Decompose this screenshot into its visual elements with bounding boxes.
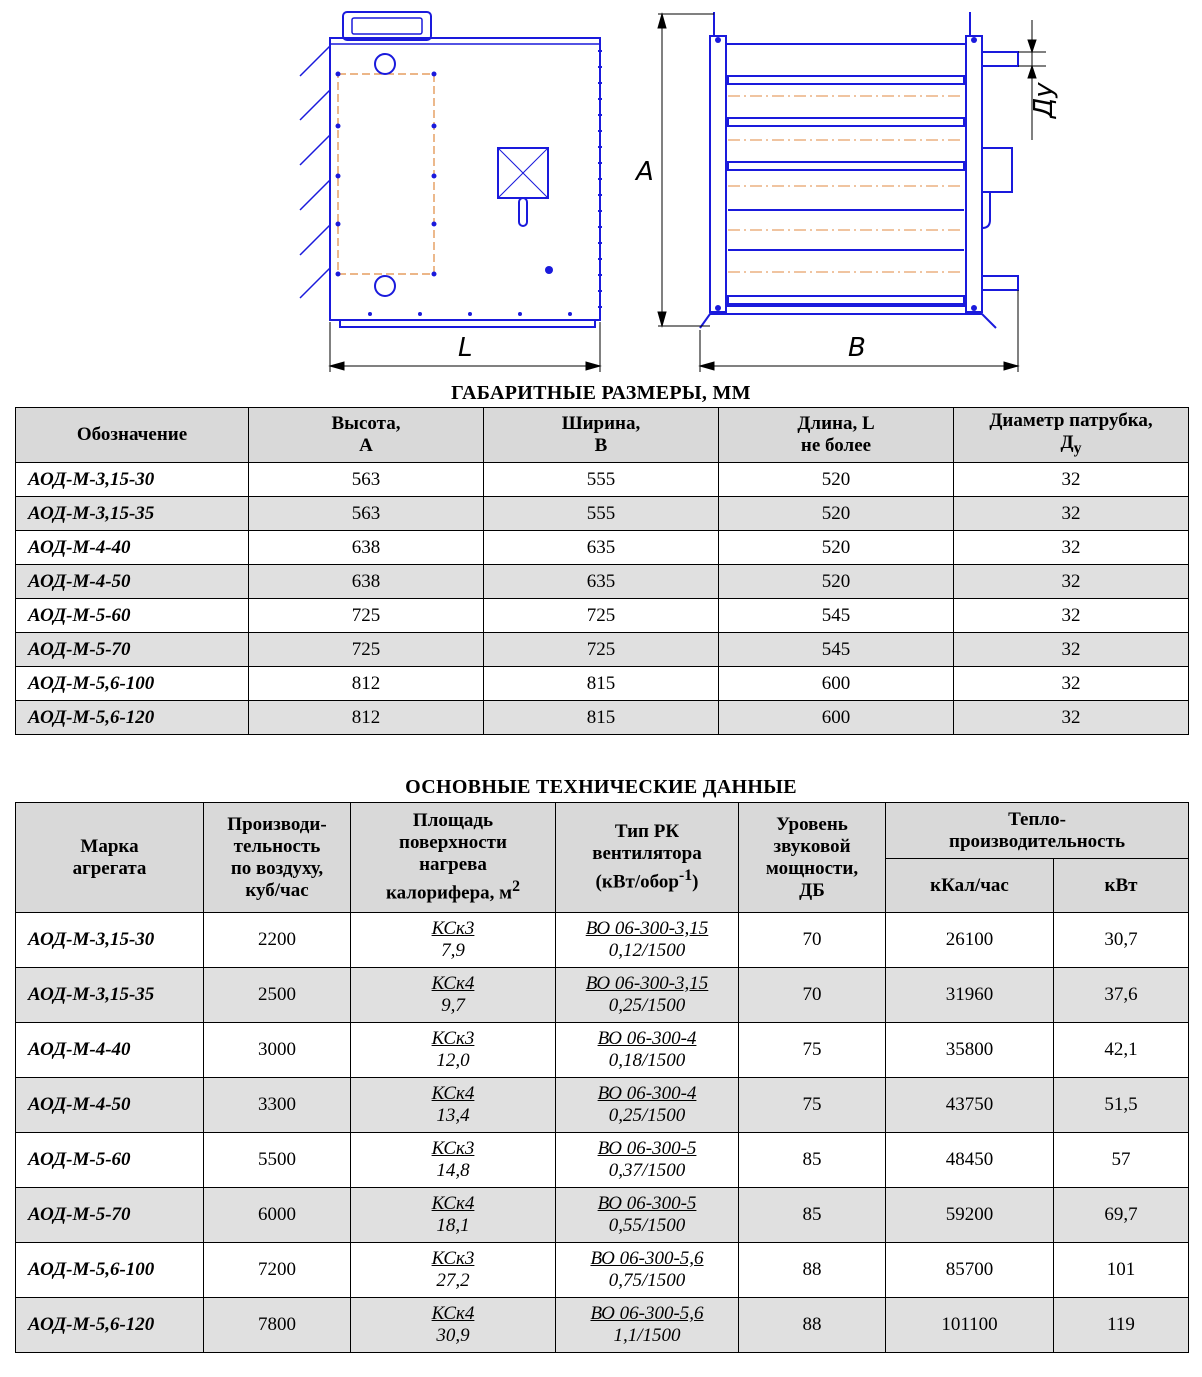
cell-noise: 88 xyxy=(739,1298,886,1353)
cell-air: 7800 xyxy=(204,1298,351,1353)
cell-height: 563 xyxy=(249,497,484,531)
header-heat: Тепло- производительность xyxy=(886,803,1189,859)
cell-fan-top: ВО 06-300-4 xyxy=(597,1083,697,1104)
cell-fan-top: ВО 06-300-5,6 xyxy=(590,1303,704,1324)
cell-fan-bottom: 0,37/1500 xyxy=(608,1160,686,1181)
cell-kw: 30,7 xyxy=(1054,913,1189,968)
wall-hatch xyxy=(300,40,330,320)
cell-width: 555 xyxy=(484,497,719,531)
cell-kw: 101 xyxy=(1054,1243,1189,1298)
cell-diameter: 32 xyxy=(954,565,1189,599)
cell-fan xyxy=(556,1243,739,1298)
cell-model: АОД-М-5,6-120 xyxy=(16,1298,204,1353)
dimensions-table xyxy=(15,407,1189,735)
cell-model: АОД-М-3,15-30 xyxy=(16,913,204,968)
cell-model: АОД-М-5,6-100 xyxy=(16,1243,204,1298)
cell-kcal: 31960 xyxy=(886,968,1054,1023)
cell-fan-top: ВО 06-300-3,15 xyxy=(585,973,709,994)
cell-kw: 51,5 xyxy=(1054,1078,1189,1133)
cell-noise: 85 xyxy=(739,1133,886,1188)
table-row xyxy=(16,701,1189,735)
cell-area-top: КСк3 xyxy=(431,1138,475,1159)
cell-model: АОД-М-4-50 xyxy=(16,1078,204,1133)
cell-area-bottom: 18,1 xyxy=(436,1215,470,1236)
cell-area xyxy=(351,1133,556,1188)
cell-kcal: 43750 xyxy=(886,1078,1054,1133)
cell-designation: АОД-М-3,15-30 xyxy=(16,463,249,497)
table-row xyxy=(16,463,1189,497)
cell-fan-top: ВО 06-300-5 xyxy=(597,1138,697,1159)
specs-table xyxy=(15,802,1189,1353)
cell-area-top: КСк4 xyxy=(431,1303,475,1324)
cell-width: 815 xyxy=(484,701,719,735)
table-row xyxy=(16,599,1189,633)
cell-kcal: 59200 xyxy=(886,1188,1054,1243)
table-row xyxy=(16,1023,1189,1078)
cell-fan-top: ВО 06-300-5,6 xyxy=(590,1248,704,1269)
cell-area-top: КСк4 xyxy=(431,1083,475,1104)
cell-width: 725 xyxy=(484,599,719,633)
cell-width: 635 xyxy=(484,565,719,599)
cell-model: АОД-М-4-40 xyxy=(16,1023,204,1078)
cell-area-bottom: 14,8 xyxy=(436,1160,470,1181)
cell-kw: 57 xyxy=(1054,1133,1189,1188)
cell-noise: 88 xyxy=(739,1243,886,1298)
cell-noise: 85 xyxy=(739,1188,886,1243)
cell-length: 520 xyxy=(719,531,954,565)
header-fan: Тип РК вентилятора (кВт/обор$^{-1}$) xyxy=(556,803,739,913)
cell-fan-top: ВО 06-300-5 xyxy=(597,1193,697,1214)
specs-title: ОСНОВНЫЕ ТЕХНИЧЕСКИЕ ДАННЫЕ xyxy=(405,776,797,798)
cell-designation: АОД-М-5-60 xyxy=(16,599,249,633)
cell-height: 725 xyxy=(249,599,484,633)
cell-area-top: КСк3 xyxy=(431,1248,475,1269)
table-row xyxy=(16,667,1189,701)
cell-area-bottom: 12,0 xyxy=(436,1050,470,1071)
cell-designation: АОД-М-3,15-35 xyxy=(16,497,249,531)
header-model: Марка агрегата xyxy=(16,803,204,913)
cell-width: 555 xyxy=(484,463,719,497)
cell-area xyxy=(351,1243,556,1298)
cell-area xyxy=(351,913,556,968)
cell-length: 520 xyxy=(719,463,954,497)
header-air: Производи- тельность по воздуху, куб/час xyxy=(204,803,351,913)
table-row xyxy=(16,1243,1189,1298)
cell-kcal: 101100 xyxy=(886,1298,1054,1353)
cell-diameter: 32 xyxy=(954,633,1189,667)
header-noise: Уровень звуковой мощности, ДБ xyxy=(739,803,886,913)
cell-fan-bottom: 0,25/1500 xyxy=(608,995,686,1016)
cell-diameter: 32 xyxy=(954,497,1189,531)
table-row xyxy=(16,565,1189,599)
front-view xyxy=(330,12,600,327)
table-row xyxy=(16,1078,1189,1133)
cell-designation: АОД-М-5,6-100 xyxy=(16,667,249,701)
dimension-B-label: B xyxy=(848,333,866,363)
table-row xyxy=(16,1133,1189,1188)
table-row xyxy=(16,531,1189,565)
cell-diameter: 32 xyxy=(954,463,1189,497)
side-view-centerlines xyxy=(728,96,964,272)
cell-area-bottom: 7,9 xyxy=(441,940,465,961)
table-row xyxy=(16,497,1189,531)
side-view xyxy=(700,12,1018,328)
cell-model: АОД-М-5-60 xyxy=(16,1133,204,1188)
cell-fan-bottom: 0,12/1500 xyxy=(608,940,686,961)
cell-diameter: 32 xyxy=(954,701,1189,735)
cell-height: 638 xyxy=(249,531,484,565)
cell-kcal: 35800 xyxy=(886,1023,1054,1078)
cell-kw: 119 xyxy=(1054,1298,1189,1353)
cell-fan xyxy=(556,913,739,968)
cell-area-top: КСк4 xyxy=(431,1193,475,1214)
dimensions-header-row xyxy=(16,408,1189,463)
cell-fan xyxy=(556,1133,739,1188)
cell-noise: 75 xyxy=(739,1023,886,1078)
cell-width: 725 xyxy=(484,633,719,667)
header-diameter: Диаметр патрубка, $Д_у$ xyxy=(954,408,1189,463)
cell-area xyxy=(351,1078,556,1133)
cell-area xyxy=(351,968,556,1023)
cell-area xyxy=(351,1023,556,1078)
cell-diameter: 32 xyxy=(954,531,1189,565)
cell-noise: 70 xyxy=(739,913,886,968)
cell-area-top: КСк3 xyxy=(431,918,475,939)
cell-designation: АОД-М-4-50 xyxy=(16,565,249,599)
cell-width: 815 xyxy=(484,667,719,701)
cell-height: 725 xyxy=(249,633,484,667)
header-designation: Обозначение xyxy=(16,408,249,463)
cell-length: 600 xyxy=(719,667,954,701)
cell-diameter: 32 xyxy=(954,667,1189,701)
header-width: Ширина, В xyxy=(484,408,719,463)
header-length: Длина, L не более xyxy=(719,408,954,463)
cell-height: 563 xyxy=(249,463,484,497)
cell-fan xyxy=(556,1078,739,1133)
table-row xyxy=(16,1298,1189,1353)
technical-drawing xyxy=(0,0,1202,385)
cell-noise: 70 xyxy=(739,968,886,1023)
cell-length: 600 xyxy=(719,701,954,735)
cell-fan-bottom: 0,25/1500 xyxy=(608,1105,686,1126)
dimensions-title: ГАБАРИТНЫЕ РАЗМЕРЫ, ММ xyxy=(451,382,751,404)
cell-air: 2500 xyxy=(204,968,351,1023)
cell-air: 7200 xyxy=(204,1243,351,1298)
cell-fan-bottom: 1,1/1500 xyxy=(613,1325,681,1346)
header-height: Высота, А xyxy=(249,408,484,463)
cell-noise: 75 xyxy=(739,1078,886,1133)
cell-air: 6000 xyxy=(204,1188,351,1243)
cell-fan xyxy=(556,968,739,1023)
cell-length: 520 xyxy=(719,565,954,599)
cell-area-bottom: 9,7 xyxy=(441,995,465,1016)
cell-height: 812 xyxy=(249,701,484,735)
cell-kcal: 48450 xyxy=(886,1133,1054,1188)
cell-air: 2200 xyxy=(204,913,351,968)
cell-designation: АОД-М-4-40 xyxy=(16,531,249,565)
header-area: Площадь поверхности нагрева калорифера, $м^2$ xyxy=(351,803,556,913)
cell-fan xyxy=(556,1188,739,1243)
header-kcal: кКал/час xyxy=(886,859,1054,913)
cell-designation: АОД-М-5-70 xyxy=(16,633,249,667)
dimension-Dy xyxy=(1018,20,1046,140)
cell-kw: 69,7 xyxy=(1054,1188,1189,1243)
cell-air: 5500 xyxy=(204,1133,351,1188)
header-kw: кВт xyxy=(1054,859,1189,913)
cell-area-top: КСк3 xyxy=(431,1028,475,1049)
cell-designation: АОД-М-5,6-120 xyxy=(16,701,249,735)
cell-fan xyxy=(556,1023,739,1078)
cell-area xyxy=(351,1298,556,1353)
cell-diameter: 32 xyxy=(954,599,1189,633)
dimension-Dy-label: Ду xyxy=(1029,82,1059,118)
cell-length: 545 xyxy=(719,633,954,667)
cell-model: АОД-М-5-70 xyxy=(16,1188,204,1243)
cell-fan-bottom: 0,55/1500 xyxy=(608,1215,686,1236)
specs-header-row-1 xyxy=(16,803,1189,859)
cell-area-bottom: 30,9 xyxy=(436,1325,470,1346)
cell-model: АОД-М-3,15-35 xyxy=(16,968,204,1023)
cell-length: 545 xyxy=(719,599,954,633)
cell-area-top: КСк4 xyxy=(431,973,475,994)
cell-area-bottom: 27,2 xyxy=(436,1270,470,1291)
cell-height: 638 xyxy=(249,565,484,599)
cell-kw: 37,6 xyxy=(1054,968,1189,1023)
table-row xyxy=(16,1188,1189,1243)
dimension-A xyxy=(658,14,714,326)
cell-kcal: 26100 xyxy=(886,913,1054,968)
cell-kcal: 85700 xyxy=(886,1243,1054,1298)
cell-fan-top: ВО 06-300-4 xyxy=(597,1028,697,1049)
table-row xyxy=(16,633,1189,667)
cell-kw: 42,1 xyxy=(1054,1023,1189,1078)
cell-fan-top: ВО 06-300-3,15 xyxy=(585,918,709,939)
cell-air: 3300 xyxy=(204,1078,351,1133)
cell-fan-bottom: 0,75/1500 xyxy=(608,1270,686,1291)
table-row xyxy=(16,913,1189,968)
cell-height: 812 xyxy=(249,667,484,701)
cell-fan xyxy=(556,1298,739,1353)
table-row xyxy=(16,968,1189,1023)
cell-length: 520 xyxy=(719,497,954,531)
side-view-bolts xyxy=(715,37,977,311)
cell-air: 3000 xyxy=(204,1023,351,1078)
cell-area xyxy=(351,1188,556,1243)
dimension-L-label: L xyxy=(458,333,473,363)
cell-width: 635 xyxy=(484,531,719,565)
front-view-bolts xyxy=(336,72,573,317)
cell-fan-bottom: 0,18/1500 xyxy=(608,1050,686,1071)
dimension-A-label: A xyxy=(636,157,654,187)
cell-area-bottom: 13,4 xyxy=(436,1105,470,1126)
